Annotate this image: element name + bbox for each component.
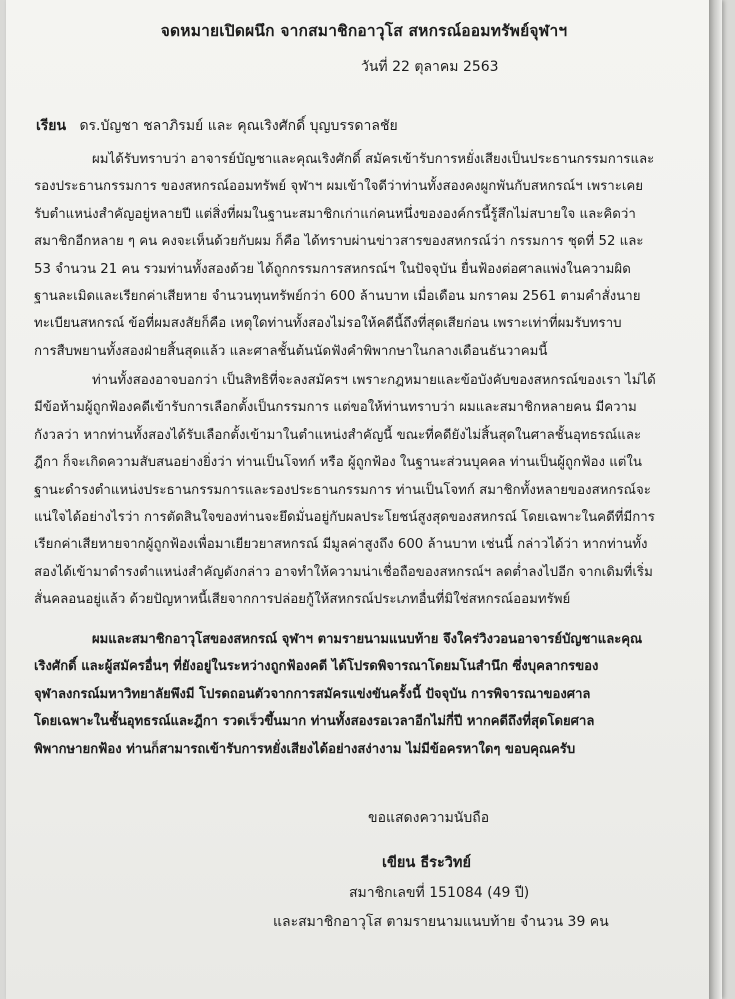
paragraph-1-line: ผมได้รับทราบว่า อาจารย์บัญชาและคุณเริงศักดิ์ สมัครเข้ารับการหยั่งเสียงเป็นประธานกรรมการและ [92, 152, 655, 167]
paragraph-2-line: กังวลว่า หากท่านทั้งสองได้รับเลือกตั้งเข้ามาในตำแหน่งสำคัญนี้ ขณะที่คดียังไม่สิ้นสุดในศาลชั้นอุทธรณ์และ [34, 427, 642, 443]
paragraph-2-line: แน่ใจได้อย่างไรว่า การตัดสินใจของท่านจะยึดมั่นอยู่กับผลประโยชน์สูงสุดของสหกรณ์ โดยเฉพาะในคดีที่มีการ [34, 510, 655, 526]
paragraph-1-line: การสืบพยานทั้งสองฝ่ายสิ้นสุดแล้ว และศาลชั้นต้นนัดฟังคำพิพากษาในกลางเดือนธันวาคมนี้ [34, 343, 548, 359]
paragraph-3-line: ผมและสมาชิกอาวุโสของสหกรณ์ จุฬาฯ ตามรายนามแนบท้าย จึงใคร่วิงวอนอาจารย์บัญชาและคุณ [92, 632, 643, 647]
paragraph-2 [34, 367, 696, 614]
closing-phrase: ขอแสดงความนับถือ [368, 810, 490, 826]
paragraph-1-line: 53 จำนวน 21 คน รวมท่านทั้งสองด้วย ได้ถูกกรรมการสหกรณ์ฯ ในปัจจุบัน ยื่นฟ้องต่อศาลแพ่งในความผิด [34, 261, 631, 277]
salutation-label: เรียน [36, 118, 67, 134]
letter-date: วันที่ 22 ตุลาคม 2563 [361, 59, 499, 75]
paragraph-1-line: ฐานละเมิดและเรียกค่าเสียหาย จำนวนทุนทรัพย์กว่า 600 ล้านบาท เมื่อเดือน มกราคม 2561 ตามคำสั่งนาย [34, 289, 641, 305]
paragraph-3-line: โดยเฉพาะในชั้นอุทธรณ์และฎีกา รวดเร็วขึ้นมาก ท่านทั้งสองรอเวลาอีกไม่กี่ปี หากคดีถึงที่สุดโดยศาล [34, 714, 595, 730]
letter-sheet [6, 0, 722, 999]
salutation-recipients: ดร.บัญชา ชลาภิรมย์ และ คุณเริงศักดิ์ บุญบรรดาลชัย [79, 118, 398, 134]
paragraph-1 [34, 146, 696, 365]
signer-name: เขียน ธีระวิทย์ [382, 855, 471, 871]
paragraph-3-line: พิพากษายกฟ้อง ท่านก็สามารถเข้ารับการหยั่งเสียงได้อย่างสง่างาม ไม่มีข้อครหาใดๆ ขอบคุณครับ [34, 741, 576, 757]
letter-title: จดหมายเปิดผนึก จากสมาชิกอาวุโส สหกรณ์ออมทรัพย์จุฬาฯ [160, 22, 568, 40]
co-signers-note: และสมาชิกอาวุโส ตามรายนามแนบท้าย จำนวน 39 คน [273, 914, 609, 930]
member-number: สมาชิกเลขที่ 151084 (49 ปี) [349, 885, 530, 901]
salutation [36, 115, 398, 137]
page-edge-shadow [709, 0, 722, 999]
paragraph-2-line: ฐานะดำรงตำแหน่งประธานกรรมการและรองประธานกรรมการ ท่านเป็นโจทก์ สมาชิกทั้งหลายของสหกรณ์จะ [34, 482, 651, 498]
paragraph-2-line: เรียกค่าเสียหายจากผู้ถูกฟ้องเพื่อมาเยียวยาสหกรณ์ มีมูลค่าสูงถึง 600 ล้านบาท เช่นนี้ กล่าวได้ว่า หากท่านทั้ง [34, 537, 648, 553]
paragraph-3-line: เริงศักดิ์ และผู้สมัครอื่นๆ ที่ยังอยู่ในระหว่างถูกฟ้องคดี ได้โปรดพิจารณาโดยมโนสำนึก ซึ่งบุคลากรของ [34, 659, 599, 675]
paragraph-3 [34, 626, 696, 763]
paragraph-1-line: รองประธานกรรมการ ของสหกรณ์ออมทรัพย์ จุฬาฯ ผมเข้าใจดีว่าท่านทั้งสองคงผูกพันกับสหกรณ์ฯ เพราะเคย [34, 179, 644, 195]
paragraph-2-line: สองได้เข้ามาดำรงตำแหน่งสำคัญดังกล่าว อาจทำให้ความน่าเชื่อถือของสหกรณ์ฯ ลดต่ำลงไปอีก จากเดิมที่เริ่ม [34, 564, 653, 580]
paragraph-1-line: รับตำแหน่งสำคัญอยู่หลายปี แต่สิ่งที่ผมในฐานะสมาชิกเก่าแก่คนหนึ่งขององค์กรนี้รู้สึกไม่สบายใจ และคิดว่า [34, 206, 636, 222]
paragraph-2-line: สั่นคลอนอยู่แล้ว ด้วยปัญหาหนี้เสียจากการปล่อยกู้ให้สหกรณ์ประเภทอื่นที่มิใช่สหกรณ์ออมทรัพย์ [34, 592, 571, 608]
paragraph-2-line: ฎีกา ก็จะเกิดความสับสนอย่างยิ่งว่า ท่านเป็นโจทก์ หรือ ผู้ถูกฟ้อง ในฐานะส่วนบุคคล ท่านเป็นผู้ถูกฟ้อง แต่ใน [34, 455, 643, 471]
paragraph-3-line: จุฬาลงกรณ์มหาวิทยาลัยพึงมี โปรดถอนตัวจากการสมัครแข่งขันครั้งนี้ ปัจจุบัน การพิจารณาของศาล [34, 686, 591, 702]
paragraph-2-line: มีข้อห้ามผู้ถูกฟ้องคดีเข้ารับการเลือกตั้งเป็นกรรมการ แต่ขอให้ท่านทราบว่า ผมและสมาชิกหลายคน มีความ [34, 400, 637, 416]
paragraph-1-line: ทะเบียนสหกรณ์ ข้อที่ผมสงสัยก็คือ เหตุใดท่านทั้งสองไม่รอให้คดีนี้ถึงที่สุดเสียก่อน เพราะเท่าที่ผมรับทราบ [34, 316, 622, 332]
paragraph-1-line: สมาชิกอีกหลาย ๆ คน คงจะเห็นด้วยกับผม ก็คือ ได้ทราบผ่านข่าวสารของสหกรณ์ว่า กรรมการ ชุดที่ 52 และ [34, 234, 644, 250]
paragraph-2-line: ท่านทั้งสองอาจบอกว่า เป็นสิทธิที่จะลงสมัครฯ เพราะกฎหมายและข้อบังคับของสหกรณ์ของเรา ไม่ได้ [92, 373, 656, 388]
